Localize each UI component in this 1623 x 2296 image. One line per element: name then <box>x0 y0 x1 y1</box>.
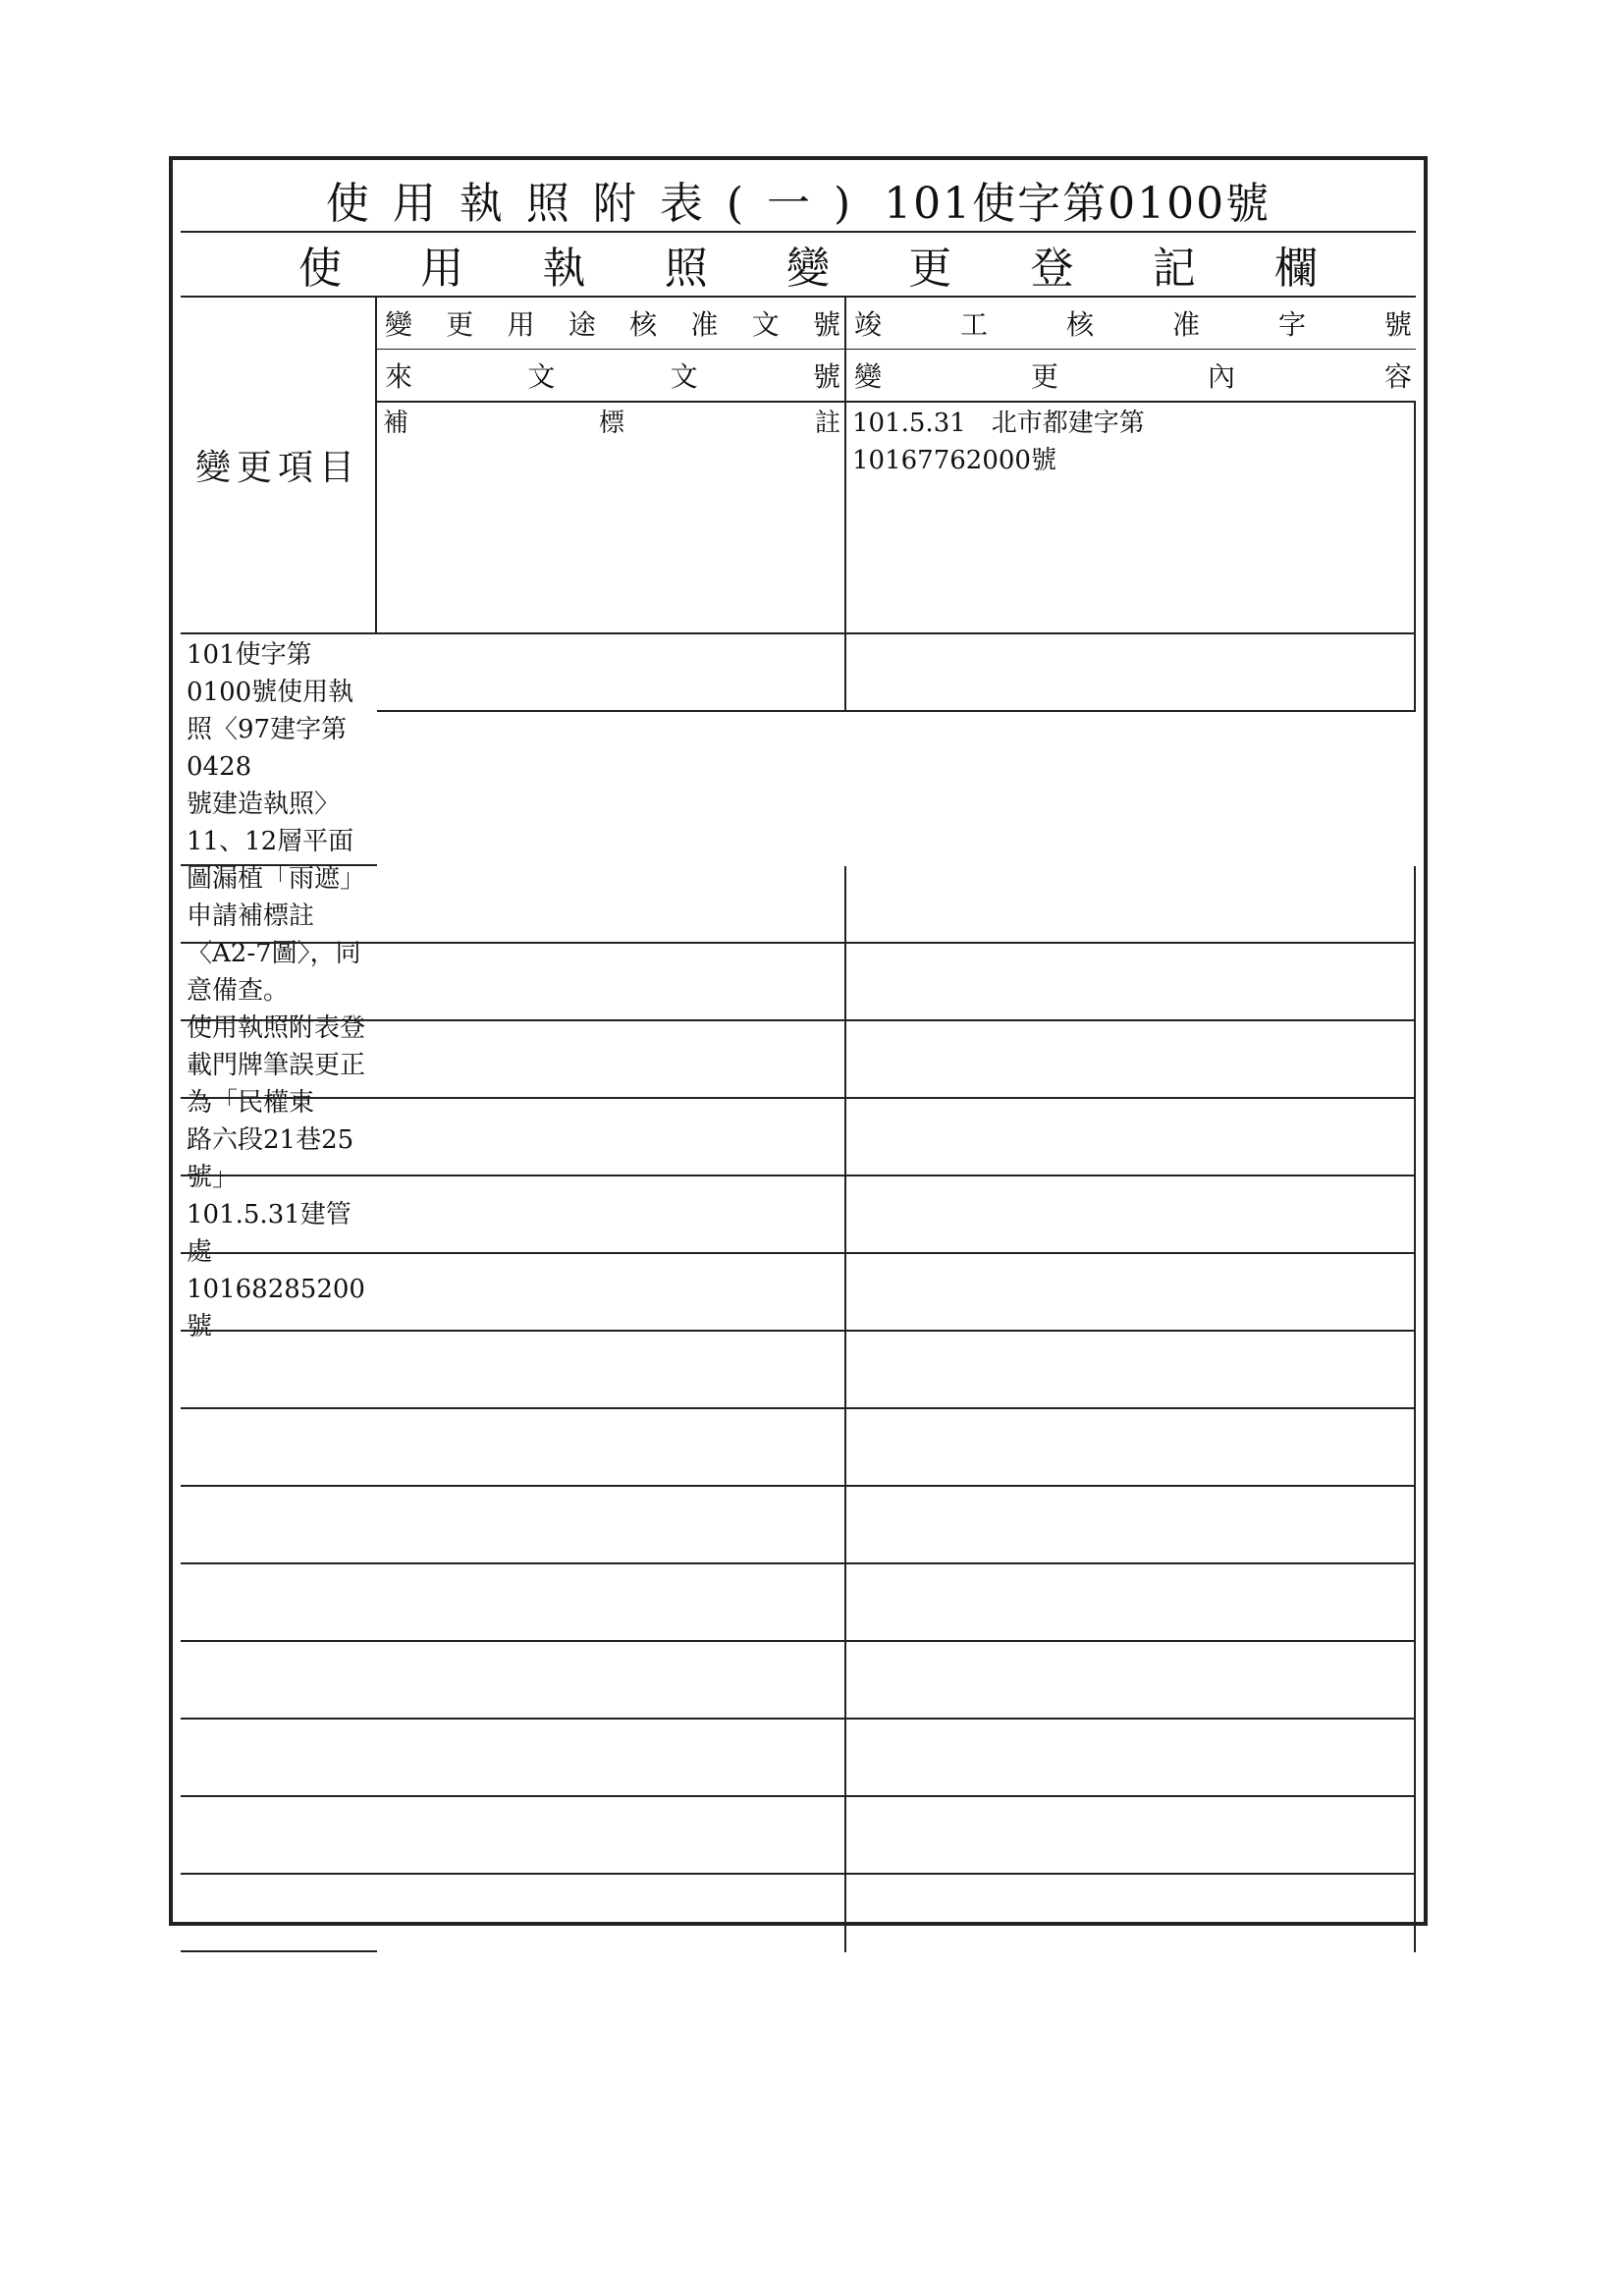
document-subtitle <box>181 233 1416 298</box>
header-char: 內 <box>1207 360 1235 393</box>
header-col2-bottom <box>377 350 844 403</box>
table-cell-change-content <box>181 1797 377 1875</box>
header-char: 文 <box>751 308 780 341</box>
table-cell-item <box>377 1254 846 1332</box>
subtitle-char: 更 <box>908 244 952 294</box>
header-change-item: 變更項目 <box>181 298 377 634</box>
subtitle-char: 欄 <box>1274 244 1318 294</box>
doc-line: 10167762000號 <box>852 446 1056 475</box>
table-cell-change-content <box>181 1099 377 1176</box>
table-cell-doc-number <box>846 1487 1416 1564</box>
table-cell-doc-number <box>846 634 1416 712</box>
title-right: 101使字第0100號 <box>884 179 1271 229</box>
table-cell-item <box>377 634 846 712</box>
content-line: 申請補標註〈A2-7圖〉，同意備查。 <box>187 902 361 1006</box>
doc-line: 101.5.31 北市都建字第 <box>852 409 1145 438</box>
table-cell-doc-number <box>846 1875 1416 1952</box>
header-char: 工 <box>959 308 988 341</box>
document-title <box>181 168 1416 233</box>
table-cell-item <box>377 1797 846 1875</box>
table-cell-change-content <box>181 634 377 1341</box>
item-char: 補 <box>383 409 409 438</box>
table-cell-change-content <box>181 1021 377 1099</box>
content-line: 使用執照附表登載門牌筆誤更正為「民權東 <box>187 1013 366 1118</box>
header-char: 號 <box>1383 308 1412 341</box>
table-cell-doc-number <box>846 1409 1416 1487</box>
header-col2-top <box>377 298 844 350</box>
table-cell-change-content <box>181 1642 377 1720</box>
header-char: 竣 <box>854 308 883 341</box>
content-line: 101使字第0100號使用執照〈97建字第0428 <box>187 640 354 782</box>
table-cell-change-content <box>181 1720 377 1797</box>
header-char: 號 <box>812 360 840 393</box>
table-cell-doc-number <box>846 1099 1416 1176</box>
table-cell-item <box>377 1642 846 1720</box>
table-cell-doc-number <box>846 1021 1416 1099</box>
header-col3 <box>846 298 1416 403</box>
subtitle-char: 用 <box>420 244 464 294</box>
table-cell-item <box>377 1332 846 1409</box>
header-char: 途 <box>568 308 596 341</box>
table-cell-doc-number <box>846 1642 1416 1720</box>
header-char: 更 <box>446 308 474 341</box>
table-cell-item <box>377 1176 846 1254</box>
table-cell-change-content <box>181 1564 377 1642</box>
header-col3-bottom <box>846 350 1416 403</box>
table-cell-change-content <box>181 1176 377 1254</box>
subtitle-char: 使 <box>298 244 342 294</box>
header-char: 文 <box>527 360 556 393</box>
document-frame <box>169 156 1428 1926</box>
header-col3-top <box>846 298 1416 350</box>
table-cell-change-content <box>181 1487 377 1564</box>
table-cell-change-content <box>181 1254 377 1332</box>
header-char: 容 <box>1383 360 1412 393</box>
table-cell-change-content <box>181 1409 377 1487</box>
header-char: 字 <box>1277 308 1306 341</box>
header-char: 用 <box>507 308 535 341</box>
header-char: 來 <box>385 360 413 393</box>
table-cell-change-content <box>181 1952 377 2030</box>
table-cell-doc-number <box>846 1564 1416 1642</box>
table-cell-doc-number <box>846 1720 1416 1797</box>
item-char: 註 <box>814 409 840 438</box>
table-cell-doc-number <box>846 1332 1416 1409</box>
content-line: 號建造執照〉11、12層平面圖漏植「雨遮」 <box>187 790 366 894</box>
table-cell-item <box>377 866 846 944</box>
header-char: 更 <box>1030 360 1058 393</box>
header-char: 變 <box>385 308 413 341</box>
table-cell-doc-number <box>846 944 1416 1021</box>
table-cell-item <box>377 944 846 1021</box>
table-cell-doc-number <box>846 1797 1416 1875</box>
header-char: 准 <box>1171 308 1200 341</box>
subtitle-char: 記 <box>1152 244 1196 294</box>
table-cell-change-content <box>181 1332 377 1409</box>
table-cell-item <box>377 1487 846 1564</box>
table-cell-change-content <box>181 866 377 944</box>
table-cell-change-content <box>181 1875 377 1952</box>
header-char: 號 <box>812 308 840 341</box>
header-col2 <box>377 298 846 403</box>
content-line: 路六段21巷25號」 <box>187 1125 354 1192</box>
table-cell-item <box>377 1720 846 1797</box>
subtitle-char: 照 <box>664 244 708 294</box>
header-char: 變 <box>854 360 883 393</box>
header-char: 核 <box>1065 308 1094 341</box>
table-cell-doc-number <box>846 1254 1416 1332</box>
table-cell-item <box>377 1099 846 1176</box>
table-cell-change-content <box>181 944 377 1021</box>
header-char: 准 <box>690 308 719 341</box>
subtitle-char: 變 <box>786 244 830 294</box>
header-char: 文 <box>670 360 698 393</box>
table-cell-item <box>377 403 846 634</box>
table-cell-doc-number <box>846 1176 1416 1254</box>
table-cell-doc-number <box>846 403 1416 634</box>
table-cell-item <box>377 1564 846 1642</box>
subtitle-char: 執 <box>542 244 586 294</box>
subtitle-char: 登 <box>1030 244 1074 294</box>
table-cell-item <box>377 1021 846 1099</box>
header-char: 核 <box>629 308 658 341</box>
change-register-table <box>181 298 1416 2030</box>
table-cell-doc-number <box>846 866 1416 944</box>
content-line: 101.5.31建管處10168285200號 <box>187 1200 365 1341</box>
table-cell-item <box>377 1409 846 1487</box>
table-cell-item <box>377 1875 846 1952</box>
title-left: 使用執照附表(一) <box>325 179 875 229</box>
item-char: 標 <box>598 409 624 438</box>
